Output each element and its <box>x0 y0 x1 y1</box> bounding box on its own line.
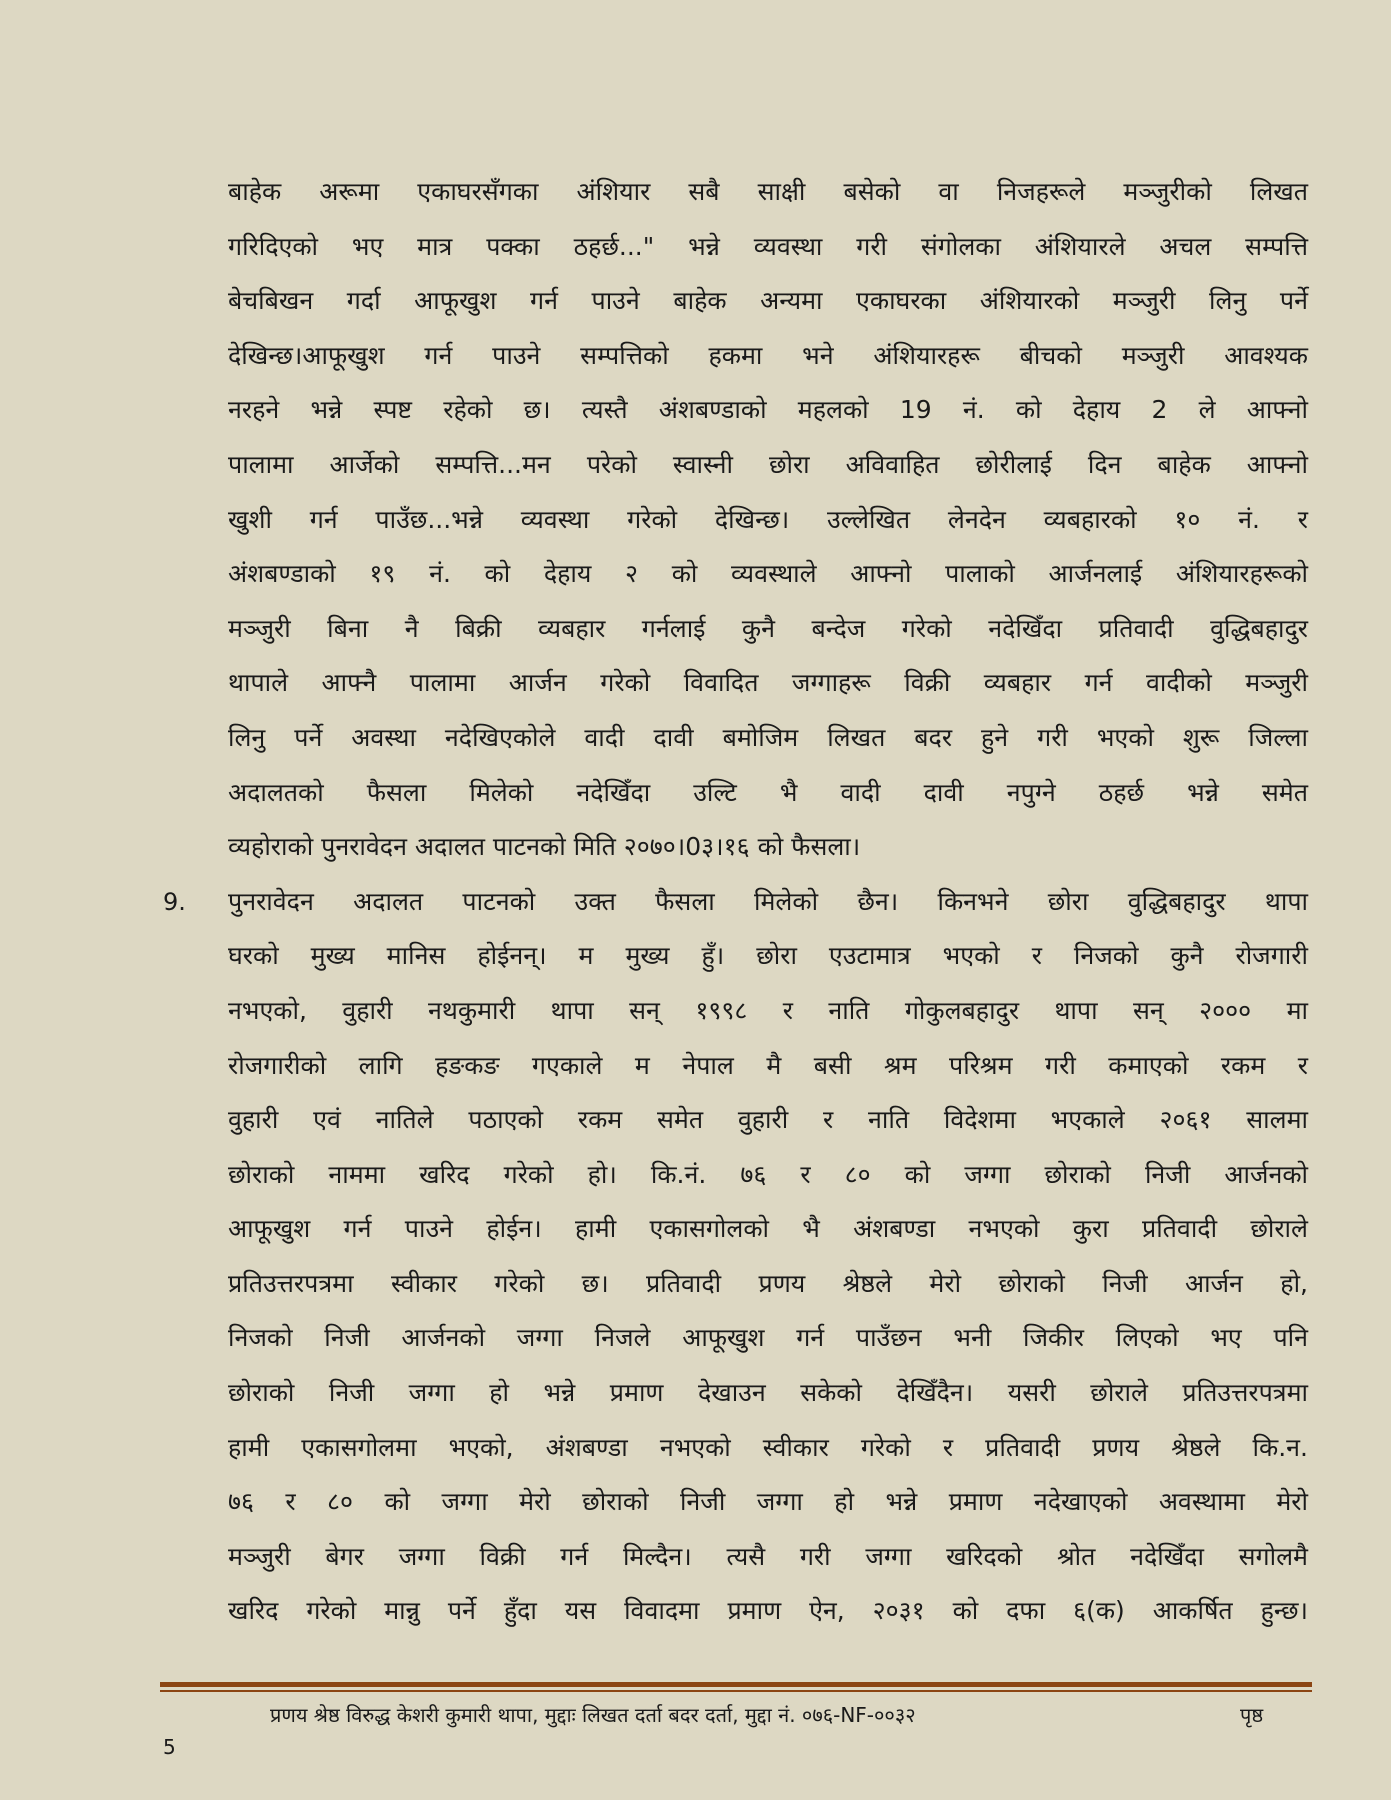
para9-line: पुनरावेदन अदालत पाटनको उक्त फैसला मिलेको छैन। किनभने छोरा वुद्धिबहादुर थापा <box>228 886 1308 916</box>
text-line: बेचबिखन गर्दा आफूखुश गर्न पाउने बाहेक अन्यमा एकाघरका अंशियारको मञ्जुरी लिनु पर्ने <box>228 286 1308 316</box>
para9-line: ७६ र ८० को जग्गा मेरो छोराको निजी जग्गा हो भन्ने प्रमाण नदेखाएको अवस्थामा मेरो <box>228 1487 1308 1517</box>
text-line: अदालतको फैसला मिलेको नदेखिँदा उल्टि भै वादी दावी नपुग्ने ठहर्छ भन्ने समेत <box>228 777 1308 807</box>
text-line: पालामा आर्जेको सम्पत्ति...मन परेको स्वास्नी छोरा अविवाहित छोरीलाई दिन बाहेक आफ्नो <box>228 449 1308 479</box>
text-line: थापाले आफ्नै पालामा आर्जन गरेको विवादित जग्गाहरू विक्री व्यबहार गर्न वादीको मञ्जुरी <box>228 668 1308 698</box>
footer-case-line: प्रणय श्रेष्ठ विरुद्ध केशरी कुमारी थापा, मुद्दाः लिखत दर्ता बदर दर्ता, मुद्दा नं. ०७६-NF-००३२ <box>270 1703 916 1727</box>
text-line: नरहने भन्ने स्पष्ट रहेको छ। त्यस्तै अंशबण्डाको महलको 19 नं. को देहाय 2 ले आफ्नो <box>228 395 1308 425</box>
paragraph-number: 9. <box>163 887 186 916</box>
document-body <box>228 165 1308 1639</box>
para9-line: निजको निजी आर्जनको जग्गा निजले आफूखुश गर्न पाउँछन भनी जिकीर लिएको भए पनि <box>228 1323 1308 1353</box>
text-line: लिनु पर्ने अवस्था नदेखिएकोले वादी दावी बमोजिम लिखत बदर हुने गरी भएको शुरू जिल्ला <box>228 722 1308 752</box>
para9-line: वुहारी एवं नातिले पठाएको रकम समेत वुहारी र नाति विदेशमा भएकाले २०६१ सालमा <box>228 1105 1308 1135</box>
para9-line: आफूखुश गर्न पाउने होईन। हामी एकासगोलको भै अंशबण्डा नभएको कुरा प्रतिवादी छोराले <box>228 1214 1308 1244</box>
text-line: मञ्जुरी बिना नै बिक्री व्यबहार गर्नलाई कुनै बन्देज गरेको नदेखिँदा प्रतिवादी वुद्धिबहादुर <box>228 613 1308 643</box>
footer-rule-thin <box>160 1690 1312 1692</box>
para9-line: रोजगारीको लागि हङकङ गएकाले म नेपाल मै बसी श्रम परिश्रम गरी कमाएको रकम र <box>228 1050 1308 1080</box>
para9-line: छोराको निजी जग्गा हो भन्ने प्रमाण देखाउन सकेको देखिँदैन। यसरी छोराले प्रतिउत्तरपत्रमा <box>228 1378 1308 1408</box>
para9-line: छोराको नाममा खरिद गरेको हो। कि.नं. ७६ र ८० को जग्गा छोराको निजी आर्जनको <box>228 1159 1308 1189</box>
footer-page-number: 5 <box>163 1735 176 1759</box>
para9-line: खरिद गरेको मान्नु पर्ने हुँदा यस विवादमा प्रमाण ऐन, २०३१ को दफा ६(क) आकर्षित हुन्छ। <box>228 1596 1308 1626</box>
text-line: गरिदिएको भए मात्र पक्का ठहर्छ..." भन्ने व्यवस्था गरी संगोलका अंशियारले अचल सम्पत्ति <box>228 231 1308 261</box>
footer-rule <box>160 1682 1312 1687</box>
para9-line: घरको मुख्य मानिस होईनन्। म मुख्य हुँ। छोरा एउटामात्र भएको र निजको कुनै रोजगारी <box>228 941 1308 971</box>
text-line: बाहेक अरूमा एकाघरसँगका अंशियार सबै साक्षी बसेको वा निजहरूले मञ्जुरीको लिखत <box>228 177 1308 206</box>
text-line: देखिन्छ।आफूखुश गर्न पाउने सम्पत्तिको हकमा भने अंशियारहरू बीचको मञ्जुरी आवश्यक <box>228 340 1308 370</box>
text-line: खुशी गर्न पाउँछ...भन्ने व्यवस्था गरेको देखिन्छ। उल्लेखित लेनदेन व्यबहारको १० नं. र <box>228 504 1308 534</box>
para9-line: नभएको, वुहारी नथकुमारी थापा सन् १९९८ र नाति गोकुलबहादुर थापा सन् २००० मा <box>228 995 1308 1025</box>
para9-line: हामी एकासगोलमा भएको, अंशबण्डा नभएको स्वीकार गरेको र प्रतिवादी प्रणय श्रेष्ठले कि.न. <box>228 1432 1308 1462</box>
text-line: अंशबण्डाको १९ नं. को देहाय २ को व्यवस्थाले आफ्नो पालाको आर्जनलाई अंशियारहरूको <box>228 559 1308 589</box>
para9-line: प्रतिउत्तरपत्रमा स्वीकार गरेको छ। प्रतिवादी प्रणय श्रेष्ठले मेरो छोराको निजी आर्जन हो, <box>228 1268 1308 1298</box>
text-line: व्यहोराको पुनरावेदन अदालत पाटनको मिति २०७०।0३।१६ को फैसला। <box>228 832 861 862</box>
footer-page-label: पृष्ठ <box>1240 1703 1264 1727</box>
para9-line: मञ्जुरी बेगर जग्गा विक्री गर्न मिल्दैन। त्यसै गरी जग्गा खरिदको श्रोत नदेखिँदा सगोलमै <box>228 1541 1308 1571</box>
